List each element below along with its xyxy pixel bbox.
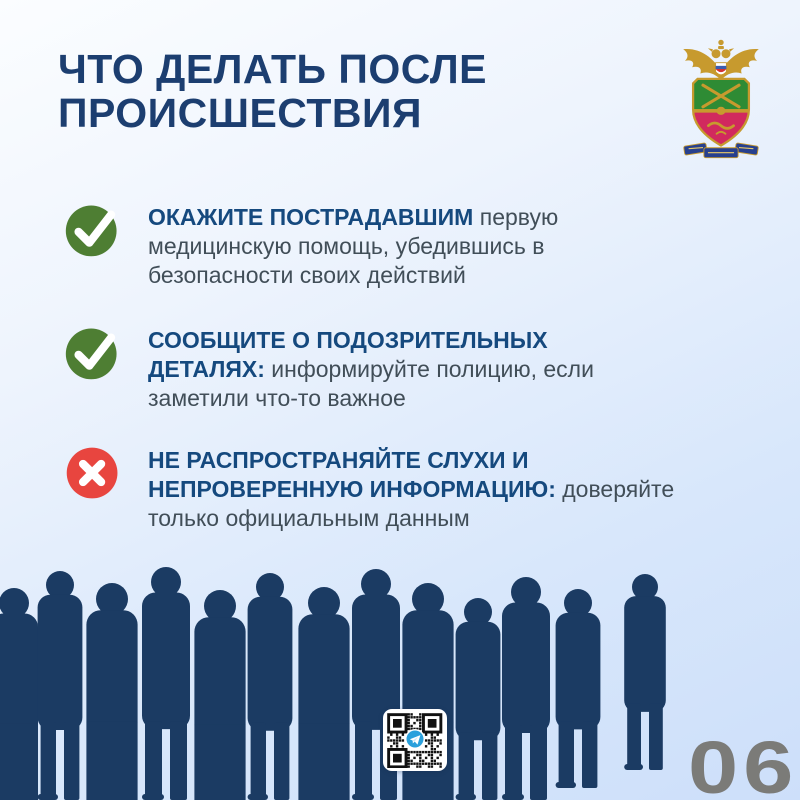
crowd-silhouette (0, 558, 692, 800)
list-item-aid (64, 201, 626, 291)
qr-code (383, 709, 447, 771)
list-item-text (148, 201, 626, 291)
list-item-rest: доверяйте только официальным данным (148, 476, 675, 532)
page-title-line1: ЧТО ДЕЛАТЬ ПОСЛЕ (58, 46, 487, 92)
eagle-chest-shield-icon (716, 63, 727, 75)
list-item-rest: информируйте полицию, если заметили что-то важное (148, 356, 594, 412)
heraldic-shield-icon (693, 79, 749, 149)
list-item-text (148, 324, 630, 414)
page-title-line2: ПРОИСШЕСТВИЯ (58, 89, 422, 136)
page-title (58, 48, 487, 136)
list-item-report (64, 324, 630, 414)
x-circle-icon (64, 444, 122, 502)
page-number: 06 (688, 726, 799, 800)
check-circle-icon (64, 324, 122, 382)
qr-pattern (386, 712, 444, 768)
check-circle-icon (64, 201, 122, 259)
list-item-lead: НЕ РАСПРОСТРАНЯЙТЕ СЛУХИ И НЕПРОВЕРЕННУЮ ИНФОРМАЦИЮ: (148, 447, 556, 503)
list-item-rest: первую медицинскую помощь, убедившись в безопасности своих действий (148, 204, 559, 289)
list-item-text (148, 444, 710, 534)
list-item-rumors (64, 444, 710, 534)
list-item-lead: СООБЩИТЕ О ПОДОЗРИТЕЛЬНЫХ ДЕТАЛЯХ: (148, 327, 548, 383)
list-item-lead: ОКАЖИТЕ ПОСТРАДАВШИМ (148, 204, 474, 230)
police-coat-of-arms-icon (676, 28, 766, 164)
